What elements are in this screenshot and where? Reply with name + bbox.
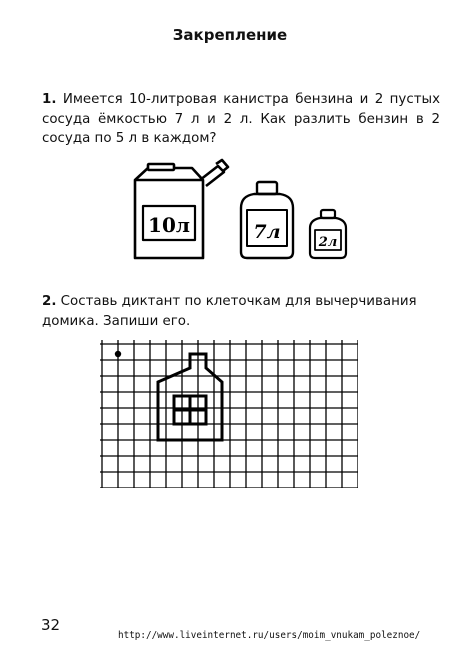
task-1-text: Имеется 10-литровая канистра бензина и 2 пустых сосуда ёмкостью 7 л и 2 л. Как разлить бензин в 2 сосуда по 5 л в каждом? xyxy=(42,92,440,146)
source-url: http://www.liveinternet.ru/users/moim_vnukam_poleznoe/ xyxy=(118,630,421,641)
start-point xyxy=(115,351,121,357)
task-1 xyxy=(42,90,440,149)
canister-label: 10л xyxy=(148,213,190,237)
containers-illustration xyxy=(130,158,355,262)
page-number: 32 xyxy=(41,616,61,634)
squared-paper-grid xyxy=(100,340,358,488)
page-title: Закрепление xyxy=(172,26,288,44)
jar-label: 2л xyxy=(318,235,338,250)
task-2-text: Составь диктант по клеточкам для вычерчивания домика. Запиши его. xyxy=(42,294,417,329)
task-2 xyxy=(42,292,440,331)
task-2-number: 2. xyxy=(42,294,57,309)
house-drawing xyxy=(158,354,222,440)
task-1-number: 1. xyxy=(42,92,57,107)
bottle-icon xyxy=(241,182,293,258)
grid-lines xyxy=(100,340,358,488)
bottle-label: 7л xyxy=(253,221,281,243)
jar-icon xyxy=(310,210,346,258)
canister-icon xyxy=(135,160,228,258)
